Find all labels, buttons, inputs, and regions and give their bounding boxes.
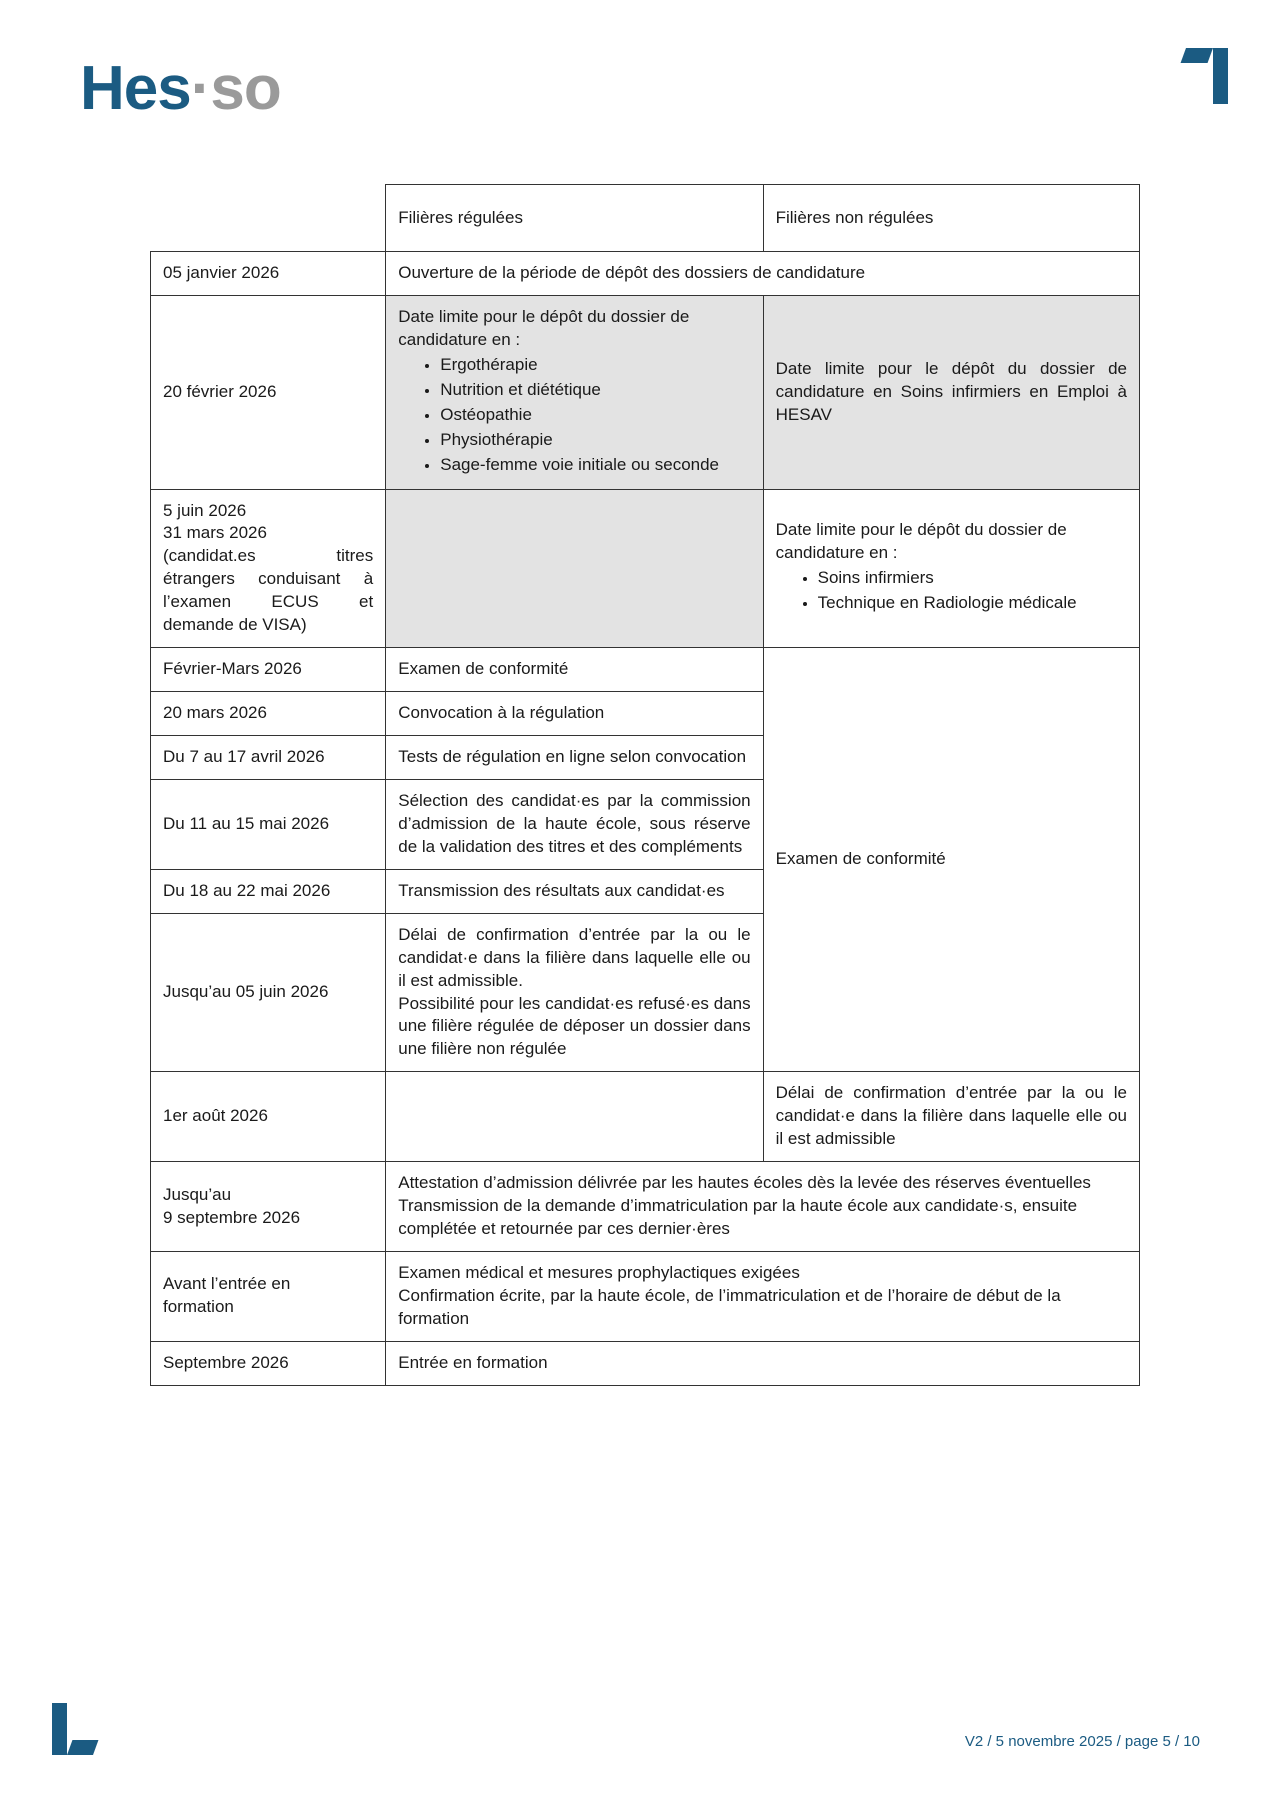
row-content-non-regulated-merged: Examen de conformité <box>763 648 1139 1072</box>
row-content-full: Entrée en formation <box>386 1341 1140 1385</box>
logo-text-so: so <box>210 54 281 123</box>
list-item: • Nutrition et diététique <box>440 379 750 402</box>
row-date: Jusqu’au 05 juin 2026 <box>151 913 386 1072</box>
row-date: 05 janvier 2026 <box>151 252 386 296</box>
row-content-full: Ouverture de la période de dépôt des dossiers de candidature <box>386 252 1140 296</box>
row-content-non-regulated: Délai de confirmation d’entrée par la ou le candidat·e dans la filière dans laquelle elle ou il est admissible <box>763 1072 1139 1162</box>
row-content-regulated: Tests de régulation en ligne selon convocation <box>386 736 763 780</box>
list-item: • Soins infirmiers <box>818 567 1127 590</box>
page-footer <box>0 1660 1280 1810</box>
row-date: Du 11 au 15 mai 2026 <box>151 779 386 869</box>
row-date: Février-Mars 2026 <box>151 648 386 692</box>
list-item: • Technique en Radiologie médicale <box>818 592 1127 615</box>
hes-so-logo <box>80 54 281 123</box>
row-content-regulated-empty <box>386 489 763 648</box>
table-row <box>151 252 1140 296</box>
logo-text-hes: Hes <box>80 54 191 123</box>
table-header-regulated: Filières régulées <box>386 185 763 252</box>
regulated-intro: Date limite pour le dépôt du dossier de candidature en : <box>398 306 690 349</box>
table-row <box>151 1072 1140 1162</box>
footer-bracket-icon <box>52 1703 104 1755</box>
table-header-non-regulated: Filières non régulées <box>763 185 1139 252</box>
row-date: 1er août 2026 <box>151 1072 386 1162</box>
corner-bracket-icon <box>1172 48 1228 104</box>
row-date: Septembre 2026 <box>151 1341 386 1385</box>
row-content-regulated <box>386 913 763 1072</box>
row-content-full <box>386 1251 1140 1341</box>
page-header <box>0 0 1280 160</box>
row-date-line: 5 juin 2026 <box>163 500 247 520</box>
row-content-full <box>386 1162 1140 1252</box>
row-date <box>151 1162 386 1252</box>
row-date: 20 février 2026 <box>151 295 386 489</box>
list-item: • Ergothérapie <box>440 354 750 377</box>
footer-version-page: V2 / 5 novembre 2025 / page 5 / 10 <box>964 1733 1200 1750</box>
row-content-non-regulated: Date limite pour le dépôt du dossier de candidature en Soins infirmiers en Emploi à HESAV <box>763 295 1139 489</box>
content-line: Examen médical et mesures prophylactiques exigées <box>398 1262 800 1282</box>
content-line: Confirmation écrite, par la haute école, de l’immatriculation et de l’horaire de début de la formation <box>398 1285 1061 1328</box>
row-date-line: 9 septembre 2026 <box>163 1207 301 1227</box>
list-item: • Sage-femme voie initiale ou seconde <box>440 454 750 477</box>
regulated-line: Délai de confirmation d’entrée par la ou le candidat·e dans la filière dans laquelle elle ou il est admissible. <box>398 924 751 990</box>
row-content-regulated: Transmission des résultats aux candidat·es <box>386 869 763 913</box>
logo-text-dot: · <box>190 54 211 123</box>
table-row <box>151 1162 1140 1252</box>
table-header-empty <box>151 185 386 252</box>
row-date <box>151 489 386 648</box>
table-row <box>151 648 1140 692</box>
table-row <box>151 1341 1140 1385</box>
row-content-regulated-empty <box>386 1072 763 1162</box>
non-regulated-bullet-list <box>776 567 1127 615</box>
list-item: • Physiothérapie <box>440 429 750 452</box>
row-content-regulated: Convocation à la régulation <box>386 692 763 736</box>
non-regulated-intro: Date limite pour le dépôt du dossier de candidature en : <box>775 520 1067 563</box>
row-date <box>151 1251 386 1341</box>
table-row <box>151 489 1140 648</box>
row-content-non-regulated <box>763 489 1139 648</box>
row-date-line: 31 mars 2026 <box>163 523 267 543</box>
regulated-line: Possibilité pour les candidat·es refusé·es dans une filière régulée de déposer un dossier dans une filière non régulée <box>398 993 751 1059</box>
row-date: Du 7 au 17 avril 2026 <box>151 736 386 780</box>
row-date-line: Avant l’entrée en <box>163 1274 291 1294</box>
table-header-row <box>151 185 1140 252</box>
row-date: 20 mars 2026 <box>151 692 386 736</box>
table-row <box>151 295 1140 489</box>
content-line: Transmission de la demande d’immatriculation par la haute école aux candidate·s, ensuite complétée et retournée par ces dernier·ères <box>398 1196 1078 1238</box>
row-date-line: formation <box>163 1297 234 1317</box>
admission-calendar-table <box>150 184 1140 1386</box>
list-item: • Ostéopathie <box>440 404 750 427</box>
content-line: Attestation d’admission délivrée par les hautes écoles dès la levée des réserves éventuelles <box>398 1173 1091 1193</box>
regulated-bullet-list <box>398 354 750 477</box>
row-date-line: (candidat.es titres étrangers conduisant à l’examen ECUS et demande de VISA) <box>163 546 374 635</box>
table-row <box>151 1251 1140 1341</box>
row-date: Du 18 au 22 mai 2026 <box>151 869 386 913</box>
row-content-regulated: Sélection des candidat·es par la commission d’admission de la haute école, sous réserve de la validation des titres et des compléments <box>386 779 763 869</box>
row-date-line: Jusqu’au <box>163 1184 232 1204</box>
row-content-regulated: Examen de conformité <box>386 648 763 692</box>
row-content-regulated <box>386 295 763 489</box>
